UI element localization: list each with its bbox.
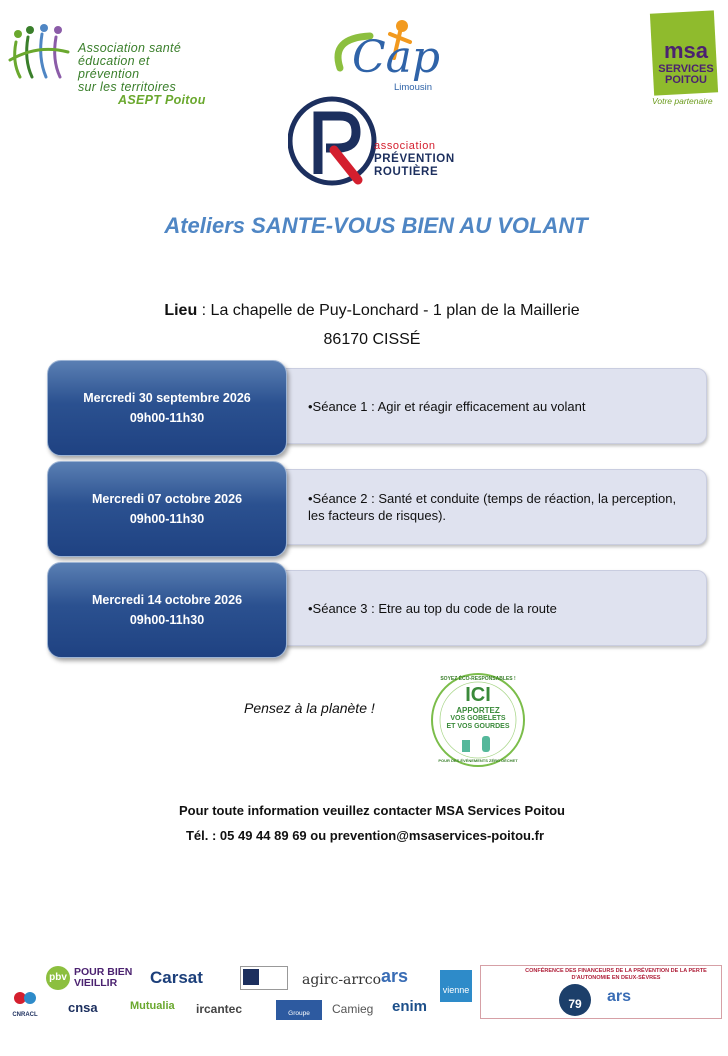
badge-line3: ET VOS GOURDES [446, 723, 510, 730]
session-date: Mercredi 30 septembre 2026 [83, 391, 251, 405]
asept-figures-icon [8, 22, 78, 82]
session-date-box [47, 360, 287, 456]
badge-line1: APPORTEZ [456, 706, 500, 715]
agrica-logo: Groupe AGRICA [276, 1000, 322, 1020]
pour-bien-vieillir-logo: pbv POUR BIEN VIEILLIR [46, 966, 138, 992]
contact-line-2: Tél. : 05 49 44 89 69 ou prevention@msaservices-poitou.fr [185, 828, 545, 843]
location-line [0, 302, 728, 320]
badge-ici: ICI [465, 684, 491, 706]
camieg-logo: Camieg [332, 1002, 374, 1016]
session-description [277, 469, 707, 545]
session-description [277, 570, 707, 646]
session-desc-text: •Séance 2 : Santé et conduite (temps de réaction, la perception, les facteurs de risques). [308, 491, 677, 523]
pbv-text: POUR BIEN VIEILLIR [74, 966, 133, 989]
ars2-logo: ars [607, 988, 632, 1005]
agirc-arrco-logo: agirc-arrco [302, 972, 382, 988]
location-city: 86170 CISSÉ [323, 331, 421, 348]
ars-logo: ars [381, 966, 409, 986]
asept-line4: ASEPT Poitou [118, 93, 206, 107]
session-row-2 [47, 461, 709, 557]
badge-line2: VOS GOBELETS [450, 715, 506, 722]
cap-limousin-logo [330, 18, 470, 98]
cnracl-logo [10, 988, 40, 1018]
ircantec-logo: ircantec [196, 1002, 243, 1016]
session-time: 09h00-11h30 [129, 613, 205, 627]
session-date-box [47, 562, 287, 658]
prevention-r-icon [288, 94, 378, 189]
cnracl-icon [10, 988, 40, 1010]
session-desc-text: •Séance 3 : Etre au top du code de la route [308, 600, 557, 616]
cap-word: Cap [352, 32, 441, 83]
vienne-logo: vienne [440, 970, 472, 1002]
session-date: Mercredi 07 octobre 2026 [91, 492, 243, 506]
cap-region: Limousin [394, 82, 433, 93]
asept-line1: Association santé [78, 41, 182, 55]
session-row-3 [47, 562, 709, 658]
msa-tagline: Votre partenaire [652, 96, 713, 106]
cnracl-text: CNRACL [12, 1012, 38, 1018]
session-date-box [47, 461, 287, 557]
enim-logo: enim [392, 998, 428, 1015]
apr-line2: PRÉVENTION [374, 153, 455, 165]
conference-financeurs-block [480, 965, 722, 1019]
conference-text: CONFÉRENCE DES FINANCEURS DE LA PRÉVENTION DE LA PERTE D'AUTONOMIE EN DEUX-SÈVRES [525, 968, 707, 981]
msa-services: SERVICES [658, 63, 714, 75]
session-date: Mercredi 14 octobre 2026 [91, 593, 243, 607]
location-address: : La chapelle de Puy-Lonchard - 1 plan de la Maillerie [197, 302, 580, 319]
contact-line-1: Pour toute information veuillez contacter MSA Services Poitou [179, 803, 565, 818]
apr-line1: association [374, 140, 436, 152]
msa-poitou: POITOU [665, 74, 707, 86]
asept-line2: éducation et prévention [78, 54, 150, 81]
msa-logo [650, 10, 722, 105]
deux-sevres-logo: 79 [559, 984, 591, 1016]
prevention-routiere-logo [288, 94, 488, 189]
mutualia-logo: Mutualia [130, 1000, 175, 1012]
page-title: Ateliers SANTE-VOUS BIEN AU VOLANT [164, 213, 588, 238]
asept-line3: sur les territoires [78, 80, 177, 94]
session-time: 09h00-11h30 [129, 512, 205, 526]
location-label: Lieu [164, 302, 198, 319]
planet-note: Pensez à la planète ! [244, 700, 375, 716]
session-desc-text: •Séance 1 : Agir et réagir efficacement au volant [308, 398, 586, 414]
badge-bottom: POUR DES ÉVÉNEMENTS ZÉRO DÉCHET [438, 758, 518, 763]
apr-line3: ROUTIÈRE [374, 166, 439, 178]
asept-logo [8, 22, 208, 107]
eco-badge [428, 670, 528, 770]
session-row-1 [47, 360, 709, 456]
session-description [277, 368, 707, 444]
badge-top: SOYEZ ÉCO-RESPONSABLES ! [440, 676, 516, 682]
carsat-logo: Carsat [150, 968, 203, 987]
sante-famille-logo [240, 966, 288, 990]
cnsa-logo: cnsa [68, 1000, 98, 1015]
session-time: 09h00-11h30 [129, 411, 205, 425]
msa-word: msa [663, 38, 709, 63]
